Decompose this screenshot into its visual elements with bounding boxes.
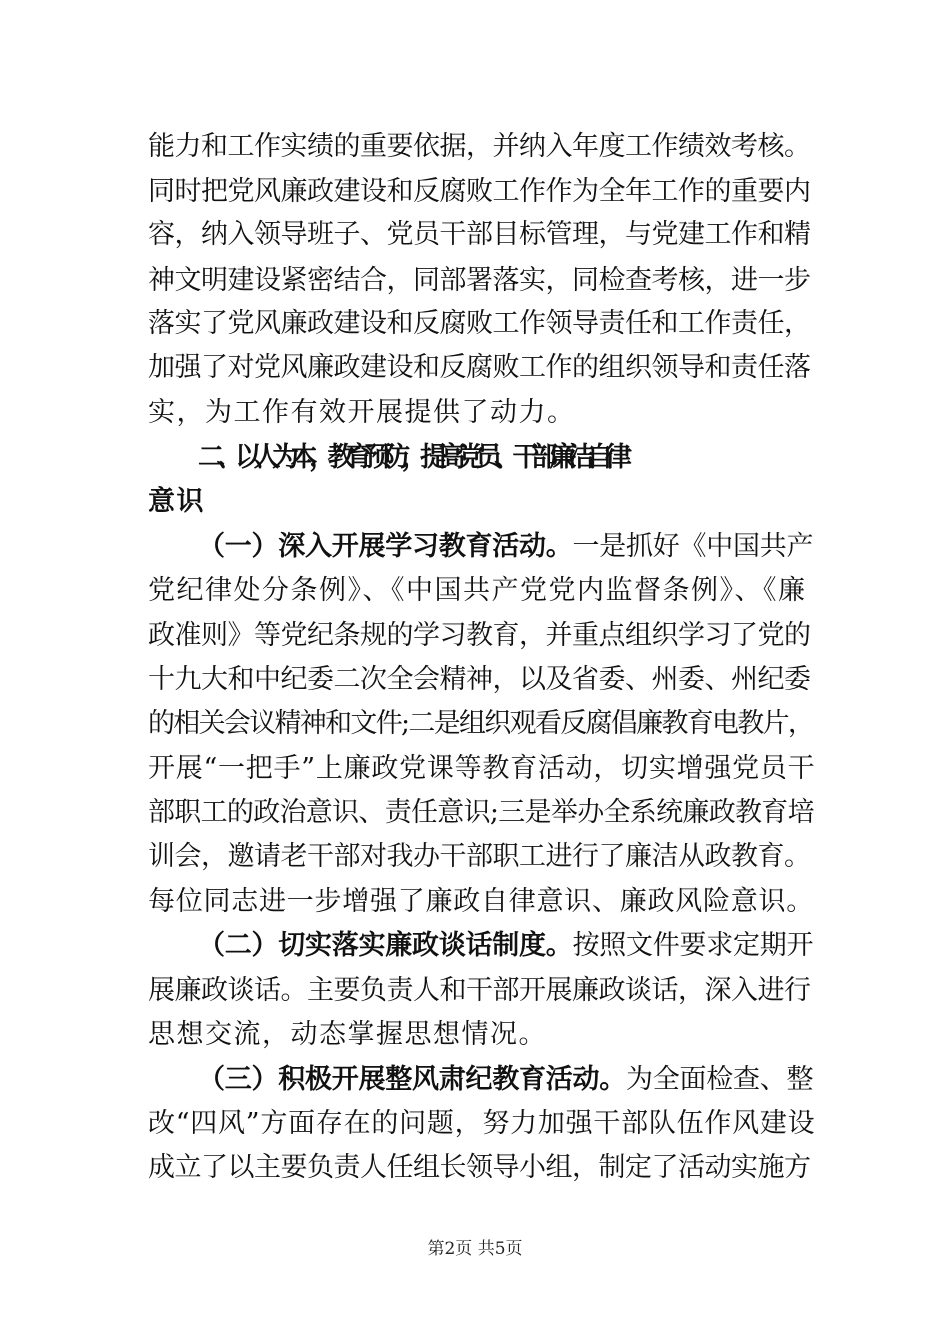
section-heading: 二、以人为本，教育预防，提高党员、干部廉洁自律 <box>198 442 624 473</box>
paragraph-line: 展廉政谈话。主要负责人和干部开展廉政谈话，深入进行 <box>148 975 811 1006</box>
subsection-text: 按照文件要求定期开 <box>572 930 814 961</box>
paragraph-line: 能力和工作实绩的重要依据，并纳入年度工作绩效考核。 <box>148 131 811 162</box>
paragraph-line: 部职工的政治意识、责任意识;三是举办全系统廉政教育培 <box>148 797 814 828</box>
paragraph-line: 同时把党风廉政建设和反腐败工作作为全年工作的重要内 <box>148 176 811 207</box>
paragraph-line: 成立了以主要负责人任组长领导小组，制定了活动实施方 <box>148 1152 811 1183</box>
subsection-title: （二）切实落实廉政谈话制度。 <box>198 930 573 961</box>
paragraph-line: 党纪律处分条例》、《中国共产党党内监督条例》、《廉 <box>148 575 807 606</box>
paragraph-line: 容，纳入领导班子、党员干部目标管理，与党建工作和精 <box>148 219 811 250</box>
paragraph-line: 思想交流，动态掌握思想情况。 <box>148 1019 547 1050</box>
paragraph-line: 每位同志进一步增强了廉政自律意识、廉政风险意识。 <box>148 886 814 917</box>
paragraph-line: 加强了对党风廉政建设和反腐败工作的组织领导和责任落 <box>148 352 811 383</box>
subsection-first-line <box>198 926 814 966</box>
subsection-text: 一是抓好《中国共产 <box>572 531 814 562</box>
paragraph-line: 神文明建设紧密结合，同部署落实，同检查考核，进一步 <box>148 265 811 296</box>
paragraph-line: 实，为工作有效开展提供了动力。 <box>148 397 576 428</box>
paragraph-line: 政准则》等党纪条规的学习教育，并重点组织学习了党的 <box>148 620 811 651</box>
subsection-text: 为全面检查、整 <box>626 1064 814 1095</box>
paragraph-line: 改“四风”方面存在的问题，努力加强干部队伍作风建设 <box>148 1108 816 1139</box>
subsection-first-line <box>198 1060 814 1100</box>
page-footer: 第2页 共5页 <box>427 1239 523 1259</box>
paragraph-line: 训会，邀请老干部对我办干部职工进行了廉洁从政教育。 <box>148 841 811 872</box>
subsection-title: （三）积极开展整风肃纪教育活动。 <box>198 1064 626 1095</box>
paragraph-line: 开展“一把手”上廉政党课等教育活动，切实增强党员干 <box>148 753 816 784</box>
section-heading-continued: 意识 <box>148 486 205 517</box>
subsection-title: （一）深入开展学习教育活动。 <box>198 531 573 562</box>
paragraph-line: 的相关会议精神和文件;二是组织观看反腐倡廉教育电教片， <box>148 708 814 739</box>
paragraph-line: 落实了党风廉政建设和反腐败工作领导责任和工作责任， <box>148 308 811 339</box>
paragraph-line: 十九大和中纪委二次全会精神，以及省委、州委、州纪委 <box>148 664 811 695</box>
subsection-first-line <box>198 527 814 567</box>
